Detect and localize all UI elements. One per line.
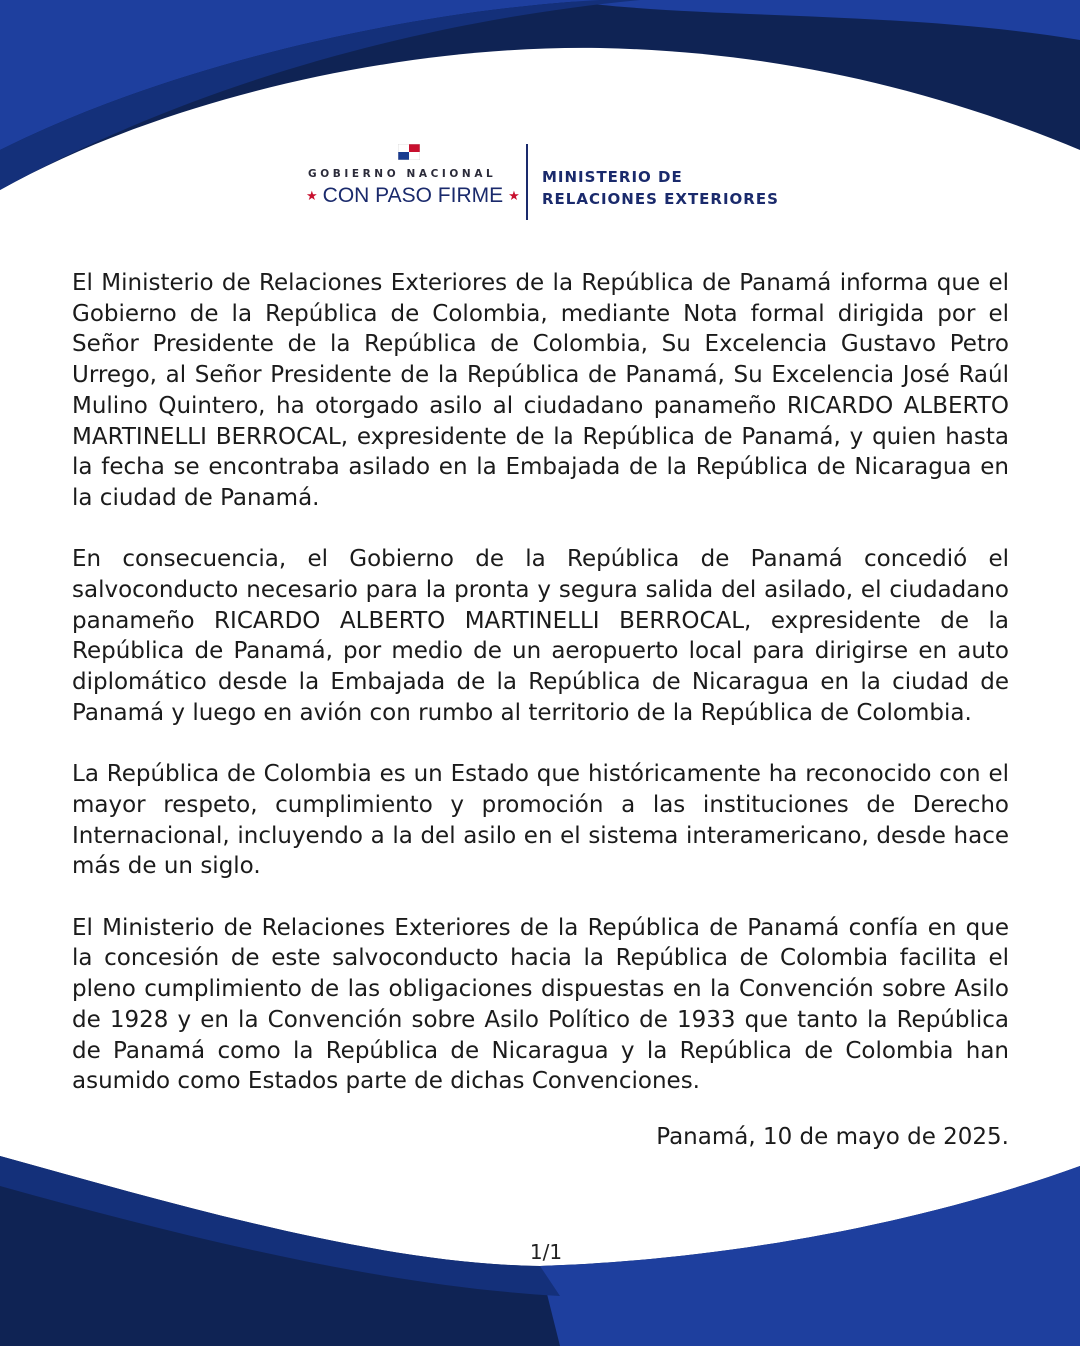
paragraph: El Ministerio de Relaciones Exteriores de la República de Panamá informa que el Gobierno de la República de Colombia, mediante Nota formal dirigida por el Señor Presidente de la República de Colombia, Su Excelencia Gustavo Petro Urrego, al Señor Presidente de la República de Panamá, Su Excelencia José Raúl Mulino Quintero, ha otorgado asilo al ciudadano panameño RICARDO ALBERTO MARTINELLI BERROCAL, expresidente de la República de Panamá, y quien hasta la fecha se encontraba asilado en la Embajada de la República de Nicaragua en la ciudad de Panamá. (72, 270, 1009, 511)
statement-body (72, 268, 1009, 1183)
star-icon: ★ (508, 188, 520, 203)
letterhead (300, 140, 800, 224)
logo-divider (526, 144, 528, 220)
panama-flag-icon (398, 144, 420, 160)
government-slogan (306, 184, 520, 208)
date-line: Panamá, 10 de mayo de 2025. (656, 1123, 1009, 1150)
page-number: 1/1 (529, 1240, 563, 1264)
star-icon: ★ (306, 188, 318, 203)
government-label: GOBIERNO NACIONAL (308, 168, 497, 180)
slogan-text: CON PASO FIRME (322, 184, 504, 207)
ministry-line-2: RELACIONES EXTERIORES (542, 190, 779, 208)
ministry-line-1: MINISTERIO DE (542, 168, 683, 186)
ministry-name (542, 166, 779, 210)
paragraph: En consecuencia, el Gobierno de la República de Panamá concedió el salvoconducto necesario para la pronta y segura salida del asilado, el ciudadano panameño RICARDO ALBERTO MARTINELLI BERROCAL, expresidente de la República de Panamá, por medio de un aeropuerto local para dirigirse en auto diplomático desde la Embajada de la República de Nicaragua en la ciudad de Panamá y luego en avión con rumbo al territorio de la República de Colombia. (72, 546, 1009, 726)
paragraph: El Ministerio de Relaciones Exteriores de la República de Panamá confía en que la concesión de este salvoconducto hacia la República de Colombia facilita el pleno cumplimiento de las obligaciones dispuestas en la Convención sobre Asilo de 1928 y en la Convención sobre Asilo Político de 1933 que tanto la República de Panamá como la República de Nicaragua y la República de Colombia han asumido como Estados parte de dichas Convenciones. (72, 914, 1009, 1095)
paragraph: La República de Colombia es un Estado que históricamente ha reconocido con el mayor respeto, cumplimiento y promoción a las instituciones de Derecho Internacional, incluyendo a la del asilo en el sistema interamericano, desde hace más de un siglo. (72, 761, 1009, 880)
